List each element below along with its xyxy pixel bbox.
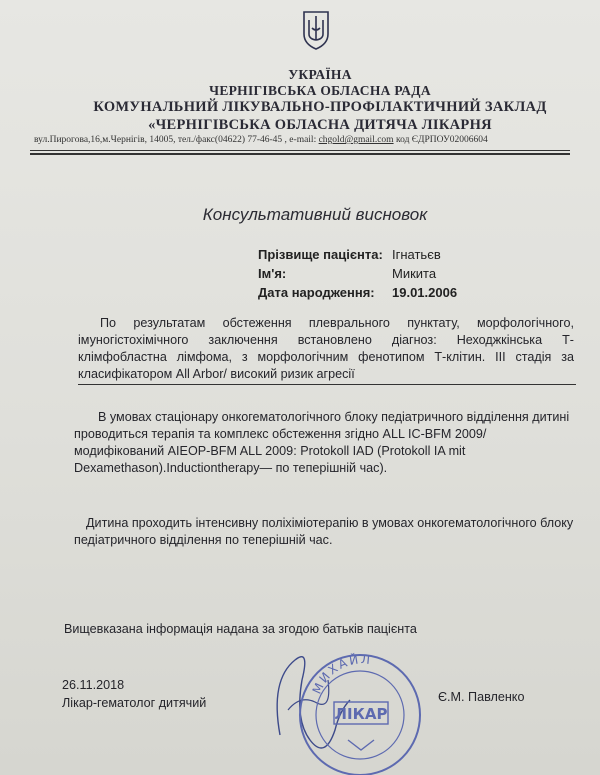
surname-label: Прізвище пацієнта: bbox=[258, 247, 383, 262]
treatment-paragraph: В умовах стаціонару онкогематологічного блоку педіатричного відділення дитині проводиться терапія та комплекс обстеження згідно ALL IC-BFM 2009/ модифікований AIEOP-BFM ALL 2009: Protokoll IAD (Protokoll IA mit Dexamethason).Inductiontherapy— по теперішній час). bbox=[74, 410, 570, 475]
document-title: Консультативний висновок bbox=[202, 205, 428, 224]
diagnosis-underline bbox=[78, 384, 576, 385]
header-council: ЧЕРНІГІВСЬКА ОБЛАСНА РАДА bbox=[209, 83, 431, 98]
header-address bbox=[34, 135, 574, 145]
trident-emblem-icon bbox=[301, 10, 331, 50]
stamp-ring-text: МИХАЙЛ bbox=[309, 652, 373, 697]
address-text: вул.Пирогова,16,м.Чернігів, 14005, тел./факс(04622) 77-46-45 , e-mail: bbox=[34, 135, 319, 145]
email-link[interactable]: chgold@gmail.com bbox=[318, 135, 394, 145]
signature-role: Лікар-гематолог дитячий bbox=[62, 696, 207, 710]
name-value: Микита bbox=[392, 266, 437, 281]
header-country: УКРАЇНА bbox=[288, 67, 352, 82]
surname-value: Ігнатьєв bbox=[392, 247, 441, 262]
edrpou-code: код ЄДРПОУ02006604 bbox=[393, 135, 488, 145]
header-institution: КОМУНАЛЬНИЙ ЛІКУВАЛЬНО-ПРОФІЛАКТИЧНИЙ ЗАКЛАД bbox=[93, 99, 547, 115]
consent-statement: Вищевказана інформація надана за згодою батьків пацієнта bbox=[64, 622, 417, 636]
diagnosis-paragraph: По результатам обстеження плеврального пунктату, морфологічного, імуногістохімічного заключення встановлено діагноз: Неходжкінська Т-клімфобластна лімфома, з морфологічним фенотипом Т-клітин. III стадія за класифікатором All Arbor/ високий ризик агресії bbox=[78, 316, 574, 381]
svg-text:МИХАЙЛ bbox=[310, 651, 373, 696]
dob-label: Дата народження: bbox=[258, 285, 375, 300]
status-paragraph: Дитина проходить інтенсивну поліхіміотерапію в умовах онкогематологічного блоку педіатричного відділення по теперішній час. bbox=[74, 516, 574, 547]
header-divider-thick bbox=[30, 153, 570, 155]
header-hospital: «ЧЕРНІГІВСЬКА ОБЛАСНА ДИТЯЧА ЛІКАРНЯ bbox=[148, 117, 492, 133]
name-label: Ім'я: bbox=[258, 266, 287, 281]
header-divider bbox=[30, 150, 570, 151]
doctor-stamp-icon bbox=[240, 640, 450, 775]
dob-value: 19.01.2006 bbox=[392, 285, 458, 300]
signature-name: Є.М. Павленко bbox=[438, 690, 525, 704]
signature-date: 26.11.2018 bbox=[62, 678, 125, 692]
stamp-center-text: ЛІКАР bbox=[334, 705, 388, 723]
